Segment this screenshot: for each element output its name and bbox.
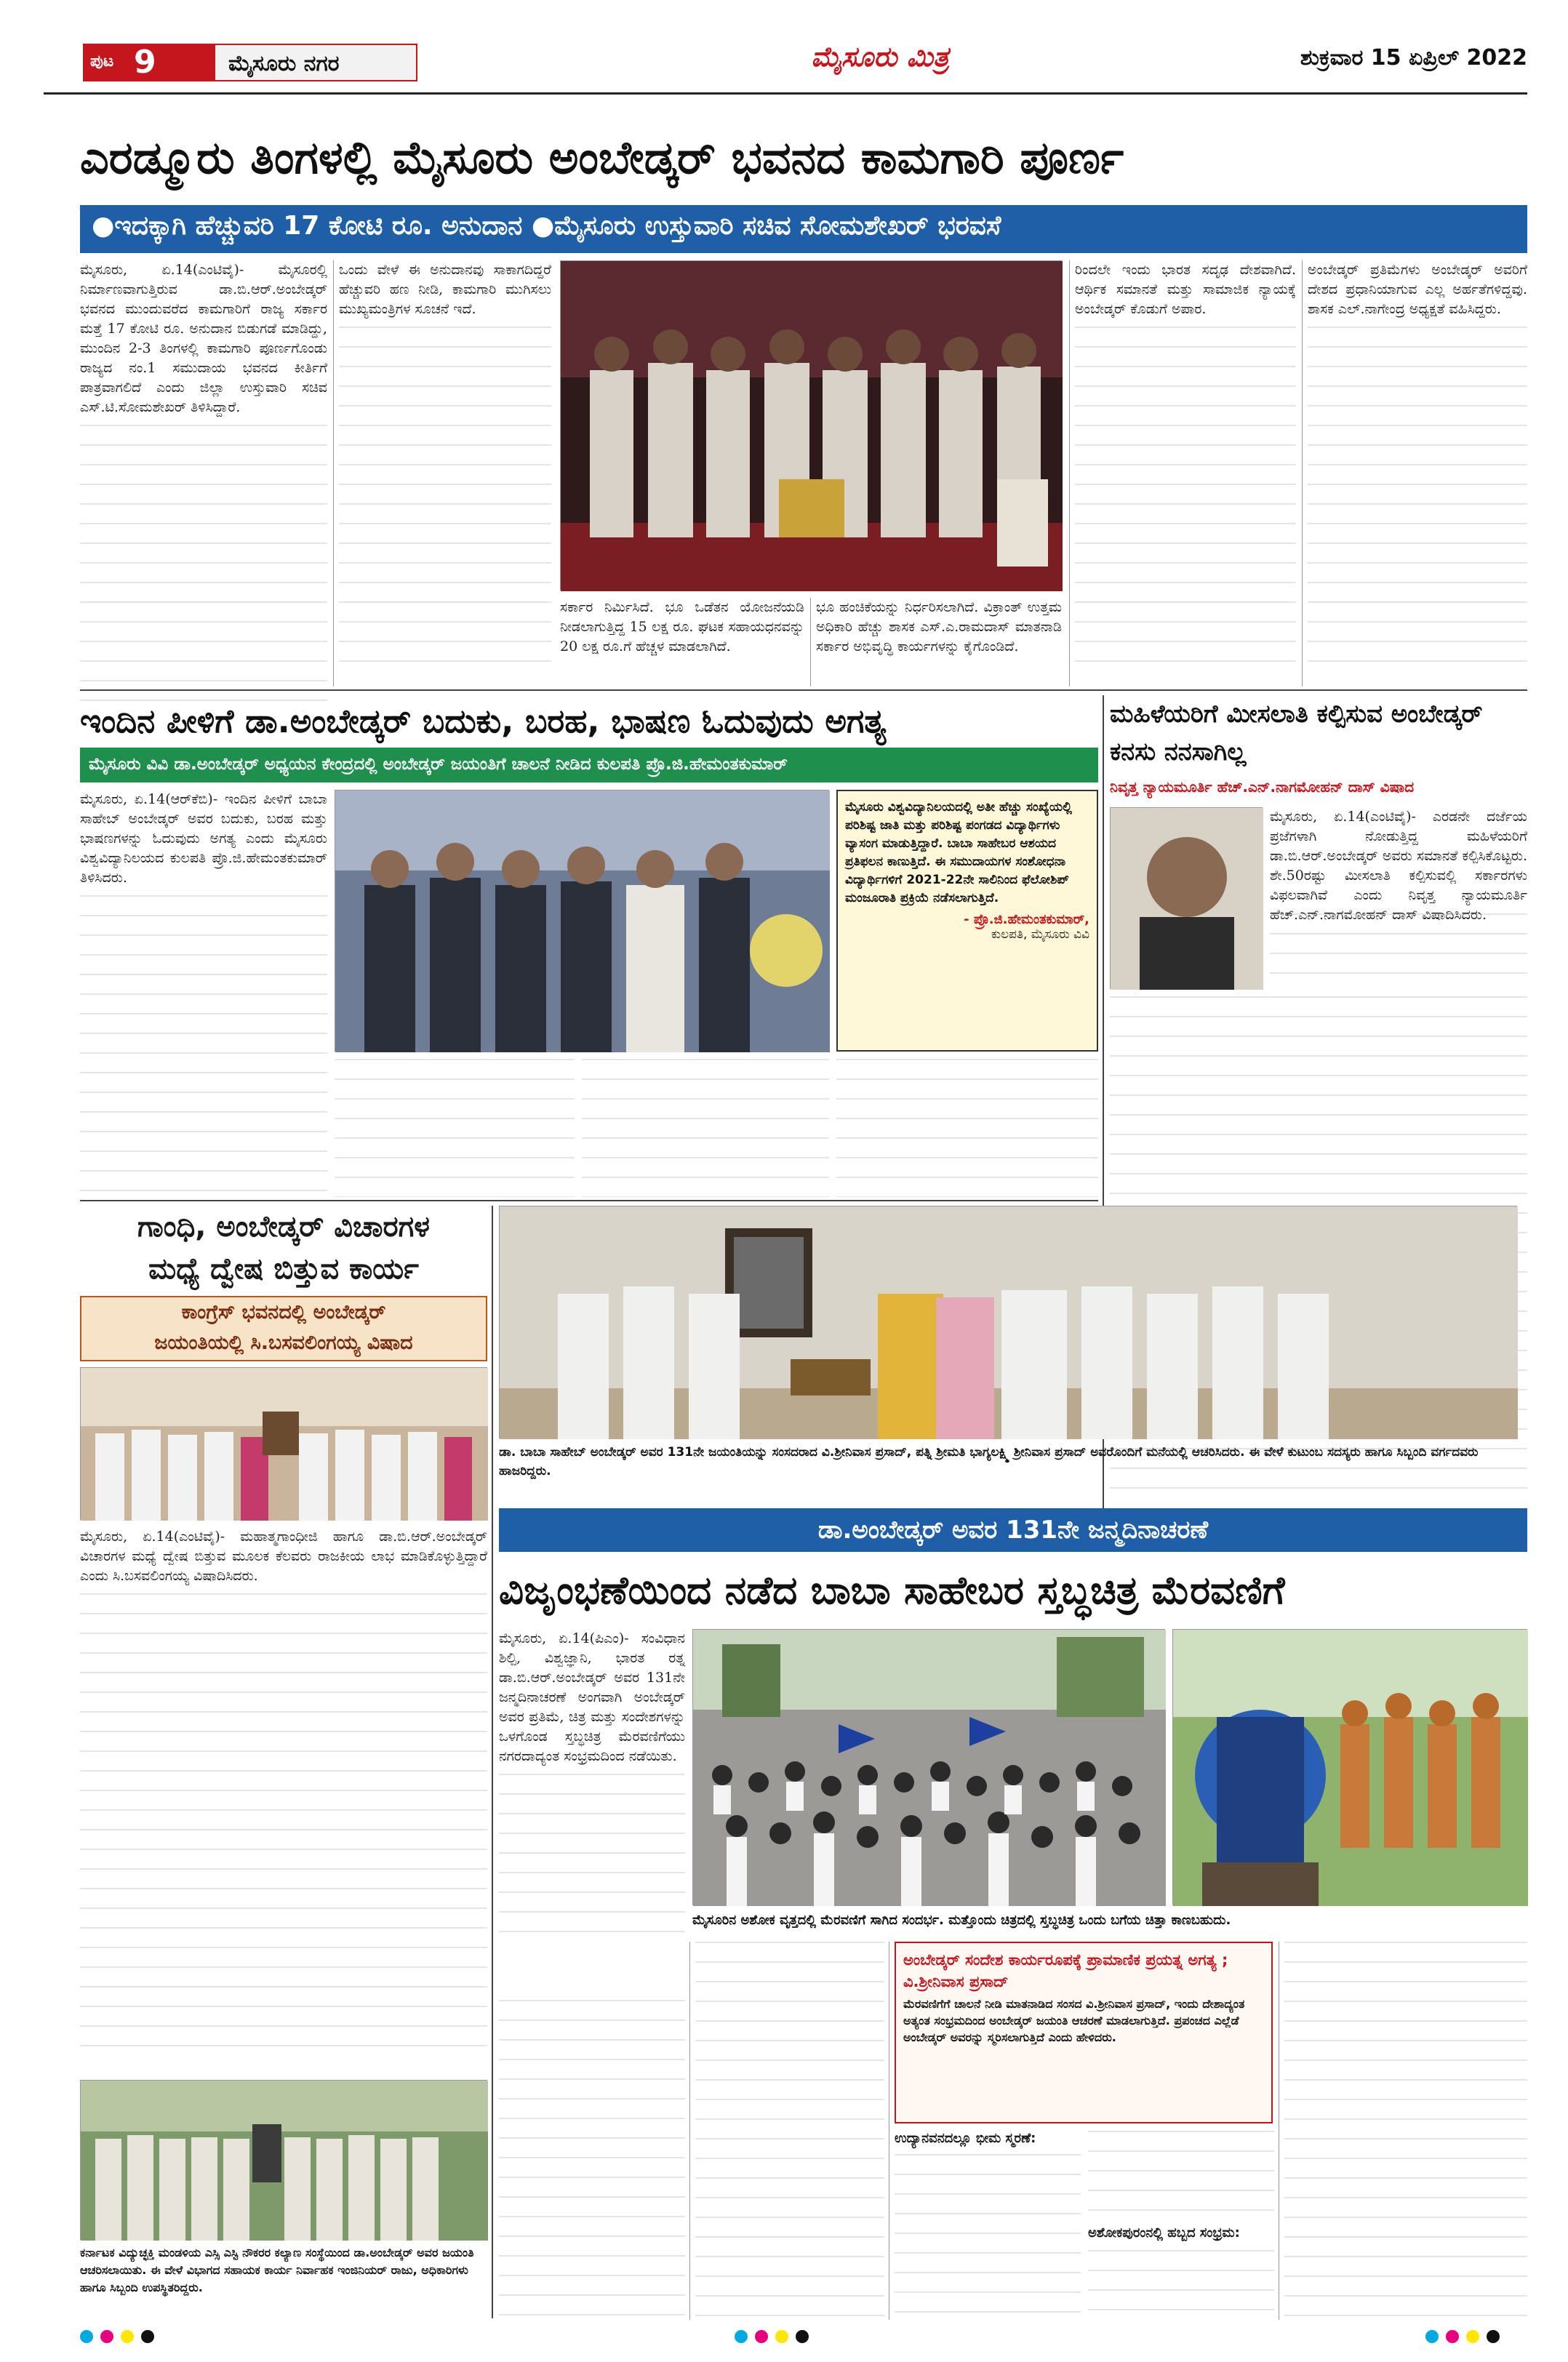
story2-column-4 xyxy=(836,1059,1098,1197)
story5-subsection-1: ಉದ್ಯಾನವನದಲ್ಲೂ ಭೀಮ ಸ್ಮರಣೆ: xyxy=(895,2131,1036,2146)
story4-headline: ಗಾಂಧಿ, ಅಂಬೇಡ್ಕರ್ ವಿಚಾರಗಳ ಮಧ್ಯೆ ದ್ವೇಷ ಬಿತ್ತುವ ಕಾರ್ಯ xyxy=(137,1210,431,1286)
callout-signature: - ಪ್ರೊ.ಜಿ.ಹೇಮಂತಕುಮಾರ್, xyxy=(964,912,1089,927)
story4-photo xyxy=(80,1367,487,1520)
story5-column-4 xyxy=(895,2154,1081,2320)
story5-crowd-photo xyxy=(692,1629,1165,1905)
mp-residence-photo xyxy=(500,1206,1518,1439)
story5-column-3 xyxy=(695,1942,884,2320)
story2-subhead-bar xyxy=(80,748,1098,782)
procession-crowd-photo xyxy=(693,1630,1166,1906)
quote-title: ಅಂಬೇಡ್ಕರ್ ಸಂದೇಶ ಕಾರ್ಯರೂಪಕ್ಕೆ ಪ್ರಾಮಾಣಿಕ ಪ್ರಯತ್ನ ಅಗತ್ಯ ; ವಿ.ಶ್ರೀನಿವಾಸ ಪ್ರಸಾದ್ xyxy=(903,1951,1228,1990)
story1-column-4: ಭೂ ಹಂಚಿಕೆಯನ್ನು ನಿರ್ಧರಿಸಲಾಗಿದೆ. ವಿಕ್ರಾಂತ್ ಉತ್ತಮ ಅಧಿಕಾರಿ ಹೆಚ್ಚು ಶಾಸಕ ಎಸ್.ಎ.ರಾಮದಾಸ್ ಮಾತನಾಡಿ ಸರ್ಕಾರ ಅಭಿವೃದ್ಧಿ ಕಾರ್ಯಗಳನ್ನು ಕೈಗೊಂಡಿದೆ. xyxy=(816,599,1062,654)
print-registration-center xyxy=(735,2330,836,2347)
story3-body: ಮೈಸೂರು, ಏ.14(ಎಂಟಿವೈ)- ಎರಡನೇ ದರ್ಜೆಯ ಪ್ರಜೆಗಳಾಗಿ ನೋಡುತ್ತಿದ್ದ ಮಹಿಳೆಯರಿಗೆ ಡಾ.ಬಿ.ಆರ್.ಅಂಬೇಡ್ಕರ್ ಅವರು ಸಮಾನತೆ ಕಲ್ಪಿಸಿಕೊಟ್ಟರು. ಶೇ.50ರಷ್ಟು ಮೀಸಲಾತಿ ಕಲ್ಪಿಸುವಲ್ಲಿ ಸರ್ಕಾರಗಳು ವಿಫಲವಾಗಿವೆ ಎಂದು ನಿವೃತ್ತ ನ್ಯಾಯಮೂರ್ತಿ ಹೆಚ್.ಎನ್.ನಾಗಮೋಹನ್ ದಾಸ್ ವಿಷಾದಿಸಿದರು. xyxy=(1270,809,1527,923)
congress-bhavan-photo xyxy=(81,1368,488,1521)
black-dot xyxy=(796,2330,809,2343)
story1-column-2: ಒಂದು ವೇಳೆ ಈ ಅನುದಾನವು ಸಾಕಾಗದಿದ್ದರೆ ಹೆಚ್ಚುವರಿ ಹಣ ನೀಡಿ, ಕಾಮಗಾರಿ ಮುಗಿಸಲು ಮುಖ್ಯಮಂತ್ರಿಗಳ ಸೂಚನೆ ಇದೆ. xyxy=(339,260,551,686)
story1-column-3: ಸರ್ಕಾರ ನಿರ್ಮಿಸಿದೆ. ಭೂ ಒಡೆತನ ಯೋಜನೆಯಡಿ ನೀಡಲಾಗುತ್ತಿದ್ದ 15 ಲಕ್ಷ ರೂ. ಘಟಕ ಸಹಾಯಧನವನ್ನು 20 ಲಕ್ಷ ರೂ.ಗೆ ಹೆಚ್ಚಳ ಮಾಡಲಾಗಿದೆ. xyxy=(560,599,804,654)
story5-subsection-2: ಅಶೋಕಪುರಂನಲ್ಲಿ ಹಬ್ಬದ ಸಂಭ್ರಮ: xyxy=(1088,2225,1240,2241)
story1-subhead-bar xyxy=(80,205,1527,253)
justice-portrait xyxy=(1111,808,1263,990)
yellow-dot xyxy=(1466,2330,1479,2343)
story5-column-7 xyxy=(1284,1942,1527,2320)
page-number: 9 xyxy=(134,44,156,81)
tableau-statues-photo xyxy=(1173,1630,1528,1906)
paper-name: ಮೈಸೂರು ಮಿತ್ರ xyxy=(811,41,949,73)
story4-bottom-photo xyxy=(80,2080,487,2240)
story5-tableau-photo xyxy=(1172,1629,1527,1905)
story5-column-5 xyxy=(1088,2131,1274,2218)
story1-subhead: ●ಇದಕ್ಕಾಗಿ ಹೆಚ್ಚುವರಿ 17 ಕೋಟಿ ರೂ. ಅನುದಾನ ●ಮೈಸೂರು ಉಸ್ತುವಾರಿ ಸಚಿವ ಸೋಮಶೇಖರ್ ಭರವಸೆ xyxy=(92,211,1001,241)
story1-column-5: ರಿಂದಲೇ ಇಂದು ಭಾರತ ಸದೃಢ ದೇಶವಾಗಿದೆ. ಆರ್ಥಿಕ ಸಮಾನತೆ ಮತ್ತು ಸಾಮಾಜಿಕ ನ್ಯಾಯಕ್ಕೆ ಅಂಬೇಡ್ಕರ್ ಕೊಡುಗೆ ಅಪಾರ. xyxy=(1075,260,1296,686)
magenta-dot xyxy=(755,2330,768,2343)
story3-portrait xyxy=(1110,807,1263,989)
section-label: ಮೈಸೂರು ನಗರ xyxy=(214,44,417,81)
story5-quote-box xyxy=(895,1942,1273,2123)
story5-banner: ಡಾ.ಅಂಬೇಡ್ಕರ್ ಅವರ 131ನೇ ಜನ್ಮದಿನಾಚರಣೆ xyxy=(499,1508,1527,1552)
story1-column-6: ಅಂಬೇಡ್ಕರ್ ಪ್ರತಿಮೆಗಳು ಅಂಬೇಡ್ಕರ್ ಅವರಿಗೆ ದೇಶದ ಪ್ರಧಾನಿಯಾಗುವ ಎಲ್ಲ ಅರ್ಹತೆಗಳಿದ್ದವು. ಶಾಸಕ ಎಲ್.ನಾಗೇಂದ್ರ ಅಧ್ಯಕ್ಷತೆ ವಹಿಸಿದ್ದರು. xyxy=(1308,260,1527,686)
story5-column-2 xyxy=(499,2000,685,2320)
masthead xyxy=(44,29,1527,95)
story3-subhead: ನಿವೃತ್ತ ನ್ಯಾಯಮೂರ್ತಿ ಹೆಚ್.ಎನ್.ನಾಗಮೋಹನ್ ದಾಸ್ ವಿಷಾದ xyxy=(1110,778,1415,796)
cyan-dot xyxy=(735,2330,748,2343)
story5-headline: ವಿಜೃಂಭಣೆಯಿಂದ ನಡೆದ ಬಾಬಾ ಸಾಹೇಬರ ಸ್ತಬ್ಧಚಿತ್ರ ಮೆರವಣಿಗೆ xyxy=(499,1569,1285,1613)
story2-photo xyxy=(335,790,829,1052)
story4-bottom-caption: ಕರ್ನಾಟಕ ವಿದ್ಯುಚ್ಛಕ್ತಿ ಮಂಡಳಿಯ ಎಸ್ಸಿ ಎಸ್ಟಿ ನೌಕರರ ಕಲ್ಯಾಣ ಸಂಸ್ಥೆಯಿಂದ ಡಾ.ಅಂಬೇಡ್ಕರ್ ಅವರ ಜಯಂತಿ ಆಚರಿಸಲಾಯಿತು. ಈ ವೇಳೆ ವಿಭಾಗದ ಸಹಾಯಕ ಕಾರ್ಯ ನಿರ್ವಾಹಕ ಇಂಜಿನಿಯರ್ ರಾಜು, ಅಧಿಕಾರಿಗಳು ಹಾಗೂ ಸಿಬ್ಬಂದಿ ಉಪಸ್ಥಿತರಿದ್ದರು. xyxy=(80,2246,474,2294)
story1-headline: ಎರಡ್ಮೂರು ತಿಂಗಳಲ್ಲಿ ಮೈಸೂರು ಅಂಬೇಡ್ಕರ್ ಭವನದ ಕಾಮಗಾರಿ ಪೂರ್ಣ xyxy=(80,131,1124,184)
yellow-dot xyxy=(121,2330,134,2343)
story2-callout xyxy=(836,790,1098,1052)
story2-column-1: ಮೈಸೂರು, ಏ.14(ಆರ್‌ಕೆಬಿ)- ಇಂದಿನ ಪೀಳಿಗೆ ಬಾಬಾ ಸಾಹೇಬ್ ಅಂಬೇಡ್ಕರ್ ಅವರ ಬದುಕು, ಬರಹ ಮತ್ತು ಭಾಷಣಗಳನ್ನು ಓದುವುದು ಅಗತ್ಯ ಎಂದು ಮೈಸೂರು ವಿಶ್ವವಿದ್ಯಾನಿಲಯದ ಕುಲಪತಿ ಪ್ರೊ.ಜಿ.ಹೇಮಂತಕುಮಾರ್ ತಿಳಿಸಿದರು. xyxy=(80,790,327,1197)
dignitaries-photo xyxy=(561,261,1063,591)
story1-photo xyxy=(560,260,1062,590)
story4-subhead-box: ಕಾಂಗ್ರೆಸ್ ಭವನದಲ್ಲಿ ಅಂಬೇಡ್ಕರ್ ಜಯಂತಿಯಲ್ಲಿ ಸಿ.ಬಸವಲಿಂಗಯ್ಯ ವಿಷಾದ xyxy=(80,1296,487,1361)
magenta-dot xyxy=(100,2330,113,2343)
black-dot xyxy=(1487,2330,1500,2343)
print-registration-left xyxy=(80,2330,182,2347)
center-photo xyxy=(499,1206,1517,1438)
story2-headline: ಇಂದಿನ ಪೀಳಿಗೆ ಡಾ.ಅಂಬೇಡ್ಕರ್ ಬದುಕು, ಬರಹ, ಭಾಷಣ ಓದುವುದು ಅಗತ್ಯ xyxy=(80,702,887,740)
story2-column-3 xyxy=(582,1059,829,1197)
callout-text: ಮೈಸೂರು ವಿಶ್ವವಿದ್ಯಾನಿಲಯದಲ್ಲಿ ಅತೀ ಹೆಚ್ಚು ಸಂಖ್ಯೆಯಲ್ಲಿ ಪರಿಶಿಷ್ಟ ಜಾತಿ ಮತ್ತು ಪರಿಶಿಷ್ಟ ಪಂಗಡದ ವಿದ್ಯಾರ್ಥಿಗಳು ವ್ಯಾಸಂಗ ಮಾಡುತ್ತಿದ್ದಾರೆ. ಬಾಬಾ ಸಾಹೇಬರ ಆಶಯದ ಪ್ರತಿಫಲನ ಕಾಣುತ್ತಿದೆ. ಈ ಸಮುದಾಯಗಳ ಸಂಶೋಧನಾ ವಿದ್ಯಾರ್ಥಿಗಳಿಗೆ 2021-22ನೇ ಸಾಲಿನಿಂದ ಫೆಲೋಶಿಪ್ ಮಂಜೂರಾತಿ ಪ್ರಕ್ರಿಯೆ ನಡೆಸಲಾಗುತ್ತಿದೆ. xyxy=(845,800,1072,905)
print-registration-right xyxy=(1425,2330,1527,2347)
quote-body: ಮೆರವಣಿಗೆಗೆ ಚಾಲನೆ ನೀಡಿ ಮಾತನಾಡಿದ ಸಂಸದ ವಿ.ಶ್ರೀನಿವಾಸ ಪ್ರಸಾದ್, ಇಂದು ದೇಶಾದ್ಯಂತ ಅತ್ಯಂತ ಸಂಭ್ರಮದಿಂದ ಅಂಬೇಡ್ಕರ್ ಜಯಂತಿ ಆಚರಣೆ ಮಾಡಲಾಗುತ್ತಿದೆ. ಪ್ರಪಂಚದ ಎಲ್ಲೆಡೆ ಅಂಬೇಡ್ಕರ್ ಅವರನ್ನು ಸ್ಮರಿಸಲಾಗುತ್ತಿದೆ ಎಂದು ಹೇಳಿದರು. xyxy=(903,1997,1245,2044)
magenta-dot xyxy=(1446,2330,1459,2343)
story3-headline: ಮಹಿಳೆಯರಿಗೆ ಮೀಸಲಾತಿ ಕಲ್ಪಿಸುವ ಅಂಬೇಡ್ಕರ್ ಕನಸು ನನಸಾಗಿಲ್ಲ xyxy=(1110,700,1483,766)
center-photo-caption: ಡಾ. ಬಾಬಾ ಸಾಹೇಬ್ ಅಂಬೇಡ್ಕರ್ ಅವರ 131ನೇ ಜಯಂತಿಯನ್ನು ಸಂಸದರಾದ ವಿ.ಶ್ರೀನಿವಾಸ ಪ್ರಸಾದ್, ಪತ್ನಿ ಶ್ರೀಮತಿ ಭಾಗ್ಯಲಕ್ಷ್ಮಿ ಶ್ರೀನಿವಾಸ ಪ್ರಸಾದ್ ಅವರೊಂದಿಗೆ ಮನೆಯಲ್ಲಿ ಆಚರಿಸಿದರು. ಈ ವೇಳೆ ಕುಟುಂಬ ಸದಸ್ಯರು ಹಾಗೂ ಸಿಬ್ಬಂದಿ ವರ್ಗದವರು ಹಾಜರಿದ್ದರು. xyxy=(499,1445,1479,1478)
cyan-dot xyxy=(1425,2330,1439,2343)
story1-column-1: ಮೈಸೂರು, ಏ.14(ಎಂಟಿವೈ)- ಮೈಸೂರಲ್ಲಿ ನಿರ್ಮಾಣವಾಗುತ್ತಿರುವ ಡಾ.ಬಿ.ಆರ್.ಅಂಬೇಡ್ಕರ್ ಭವನದ ಮುಂದುವರೆದ ಕಾಮಗಾರಿಗೆ ರಾಜ್ಯ ಸರ್ಕಾರ ಮತ್ತೆ 17 ಕೋಟಿ ರೂ. ಅನುದಾನ ಬಿಡುಗಡೆ ಮಾಡಿದ್ದು, ಮುಂದಿನ 2-3 ತಿಂಗಳಲ್ಲಿ ಕಾಮಗಾರಿ ಪೂರ್ಣಗೊಂಡು ರಾಜ್ಯದ ನಂ.1 ಸಮುದಾಯ ಭವನದ ಕೀರ್ತಿಗೆ ಪಾತ್ರವಾಗಲಿದೆ ಎಂದು ಜಿಲ್ಲಾ ಉಸ್ತುವಾರಿ ಸಚಿವ ಎಸ್.ಟಿ.ಸೋಮಶೇಖರ್ ತಿಳಿಸಿದ್ದಾರೆ. xyxy=(80,260,327,686)
story3-column-1 xyxy=(1270,913,1527,989)
page-label: ಪುಟ xyxy=(90,52,114,71)
story2-subhead: ಮೈಸೂರು ವಿವಿ ಡಾ.ಅಂಬೇಡ್ಕರ್ ಅಧ್ಯಯನ ಕೇಂದ್ರದಲ್ಲಿ ಅಂಬೇಡ್ಕರ್ ಜಯಂತಿಗೆ ಚಾಲನೆ ನೀಡಿದ ಕುಲಪತಿ ಪ್ರೊ.ಜಿ.ಹೇಮಂತಕುಮಾರ್ xyxy=(89,755,788,774)
vc-group-photo xyxy=(335,790,830,1052)
page-number-box xyxy=(83,44,214,81)
yellow-dot xyxy=(775,2330,788,2343)
story5-body: ಮೈಸೂರು, ಏ.14(ಪಿಎಂ)- ಸಂವಿಧಾನ ಶಿಲ್ಪಿ, ವಿಶ್ವಜ್ಞಾನಿ, ಭಾರತ ರತ್ನ ಡಾ.ಬಿ.ಆರ್.ಅಂಬೇಡ್ಕರ್ ಅವರ 131ನೇ ಜನ್ಮದಿನಾಚರಣೆ ಅಂಗವಾಗಿ ಅಂಬೇಡ್ಕರ್ ಅವರ ಪ್ರತಿಮೆ, ಚಿತ್ರ ಮತ್ತು ಸಂದೇಶಗಳನ್ನು ಒಳಗೊಂಡ ಸ್ತಬ್ಧಚಿತ್ರ ಮೆರವಣಿಗೆಯು ನಗರದಾದ್ಯಂತ ಸಂಭ್ರಮದಿಂದ ನಡೆಯಿತು. xyxy=(499,1629,685,1993)
story5-column-6 xyxy=(1088,2250,1274,2320)
story2-column-2 xyxy=(335,1059,575,1197)
issue-date: ಶುಕ್ರವಾರ 15 ಏಪ್ರಿಲ್ 2022 xyxy=(1300,45,1527,71)
story5-photo-caption: ಮೈಸೂರಿನ ಅಶೋಕ ವೃತ್ತದಲ್ಲಿ ಮೆರವಣಿಗೆ ಸಾಗಿದ ಸಂದರ್ಭ. ಮತ್ತೊಂದು ಚಿತ್ರದಲ್ಲಿ ಸ್ತಬ್ಧಚಿತ್ರ ಒಂದು ಬಗೆಯ ಚಿತ್ತಾ ಕಾಣಬಹುದು. xyxy=(692,1913,1231,1928)
callout-role: ಕುಲಪತಿ, ಮೈಸೂರು ವಿವಿ xyxy=(991,927,1089,942)
kptcl-group-photo xyxy=(81,2081,488,2241)
cyan-dot xyxy=(80,2330,93,2343)
black-dot xyxy=(141,2330,154,2343)
story4-body: ಮೈಸೂರು, ಏ.14(ಎಂಟಿವೈ)- ಮಹಾತ್ಮಗಾಂಧೀಜಿ ಹಾಗೂ ಡಾ.ಬಿ.ಆರ್.ಅಂಬೇಡ್ಕರ್ ವಿಚಾರಗಳ ಮಧ್ಯೆ ದ್ವೇಷ ಬಿತ್ತುವ ಮೂಲಕ ಕೆಲವರು ರಾಜಕೀಯ ಲಾಭ ಮಾಡಿಕೊಳ್ಳುತ್ತಿದ್ದಾರೆ ಎಂದು ಸಿ.ಬಸವಲಿಂಗಯ್ಯ ವಿಷಾದಿಸಿದರು. xyxy=(80,1527,487,2073)
